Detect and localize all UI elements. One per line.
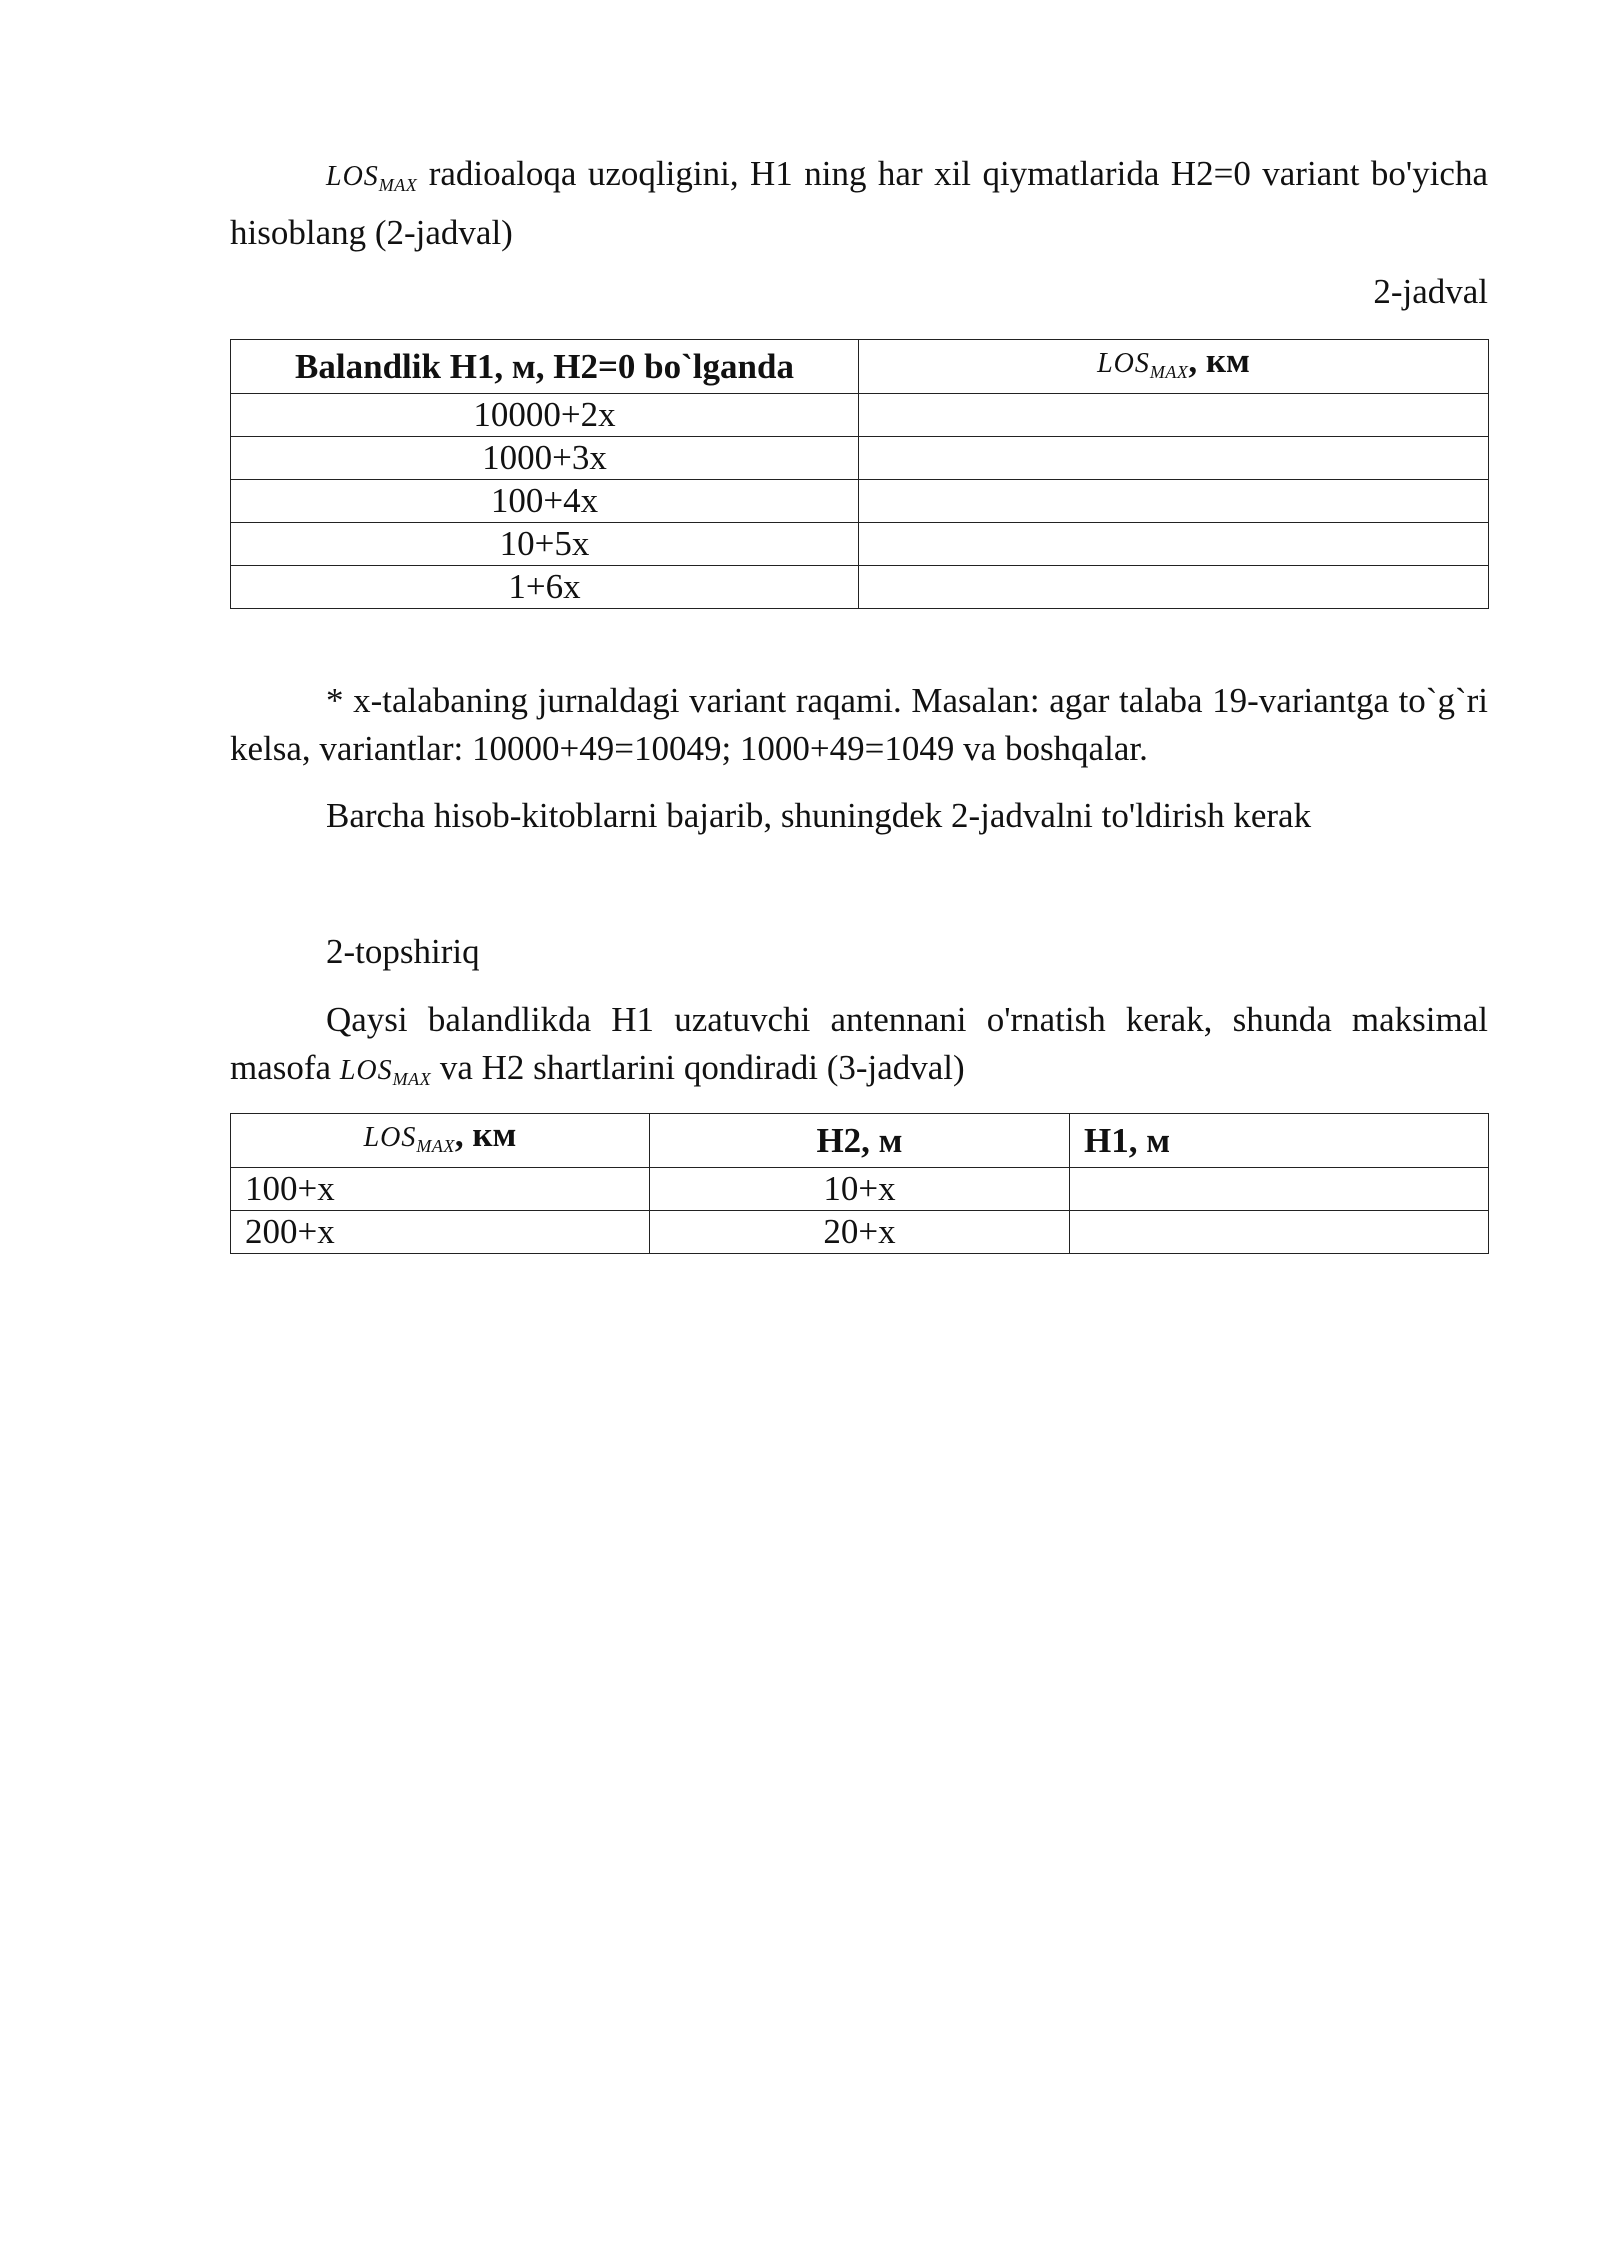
los-max-symbol: $LOS_{MAX}$ (363, 1122, 455, 1156)
task1-intro-paragraph (230, 150, 1488, 257)
table2-cell-h1: 1000+3x (231, 437, 859, 480)
task2-title: 2-topshiriq (326, 932, 480, 971)
task1-intro (230, 150, 1488, 257)
table3-header-h2: H2, м (650, 1114, 1070, 1168)
table2 (230, 339, 1489, 609)
table3-cell-h2: 10+x (650, 1168, 1070, 1211)
table2-cell-los (859, 523, 1489, 566)
table2-caption: 2-jadval (1373, 272, 1488, 311)
table2-cell-h1: 100+4x (231, 480, 859, 523)
table2-cell-h1: 10000+2x (231, 394, 859, 437)
los-max-symbol: $LOS_{MAX}$ (1097, 348, 1189, 382)
table3-cell-los: 200+x (231, 1211, 650, 1254)
table3-header-los: $LOS_{MAX}$, км (231, 1114, 650, 1168)
table2-cell-los (859, 437, 1489, 480)
table3-header-row (231, 1114, 1489, 1168)
table-row (231, 1168, 1489, 1211)
table-row (231, 437, 1489, 480)
table3-cell-h1 (1070, 1168, 1489, 1211)
table2-header-row (231, 340, 1489, 394)
table3 (230, 1113, 1489, 1254)
table3-cell-h1 (1070, 1211, 1489, 1254)
table2-cell-h1: 10+5x (231, 523, 859, 566)
note-block (230, 677, 1488, 773)
instruction-block (230, 792, 1488, 840)
task2-text-block (230, 996, 1488, 1103)
table-row (231, 566, 1489, 609)
table2-cell-h1: 1+6x (231, 566, 859, 609)
table2-header-h1: Balandlik H1, м, H2=0 bo`lganda (231, 340, 859, 394)
table2-caption-block (230, 268, 1488, 316)
table-row (231, 523, 1489, 566)
table3-block (230, 1113, 1488, 1254)
table3-cell-los: 100+x (231, 1168, 650, 1211)
table2-cell-los (859, 394, 1489, 437)
los-max-symbol: $LOS_{MAX}$ (326, 161, 418, 195)
variant-note: * x-talabaning jurnaldagi variant raqami. Masalan: agar talaba 19-variantga to`g`ri kelsa, variantlar: 10000+49=10049; 1000+49=1049 va boshqalar. (230, 681, 1488, 768)
instruction-text: Barcha hisob-kitoblarni bajarib, shuningdek 2-jadvalni to'ldirish kerak (326, 796, 1312, 835)
table2-header-los: $LOS_{MAX}$, км (859, 340, 1489, 394)
task1-intro-text: radioaloqa uzoqligini, H1 ning har xil qiymatlarida H2=0 variant bo'yicha hisoblang (2-jadval) (230, 154, 1488, 252)
table2-cell-los (859, 566, 1489, 609)
table-row (231, 394, 1489, 437)
los-max-symbol: $LOS_{MAX}$ (339, 1055, 432, 1089)
table-row (231, 1211, 1489, 1254)
table2-cell-los (859, 480, 1489, 523)
table2-block (230, 339, 1488, 609)
table3-header-h1: H1, м (1070, 1114, 1489, 1168)
task2-title-block (230, 928, 1488, 976)
task2-paragraph: Qaysi balandlikda H1 uzatuvchi antennani o'rnatish kerak, shunda maksimal masofa $LOS_{MAX}$ va H2 shartlarini qondiradi (3-jadval) (230, 1000, 1488, 1089)
table-row (231, 480, 1489, 523)
table3-cell-h2: 20+x (650, 1211, 1070, 1254)
